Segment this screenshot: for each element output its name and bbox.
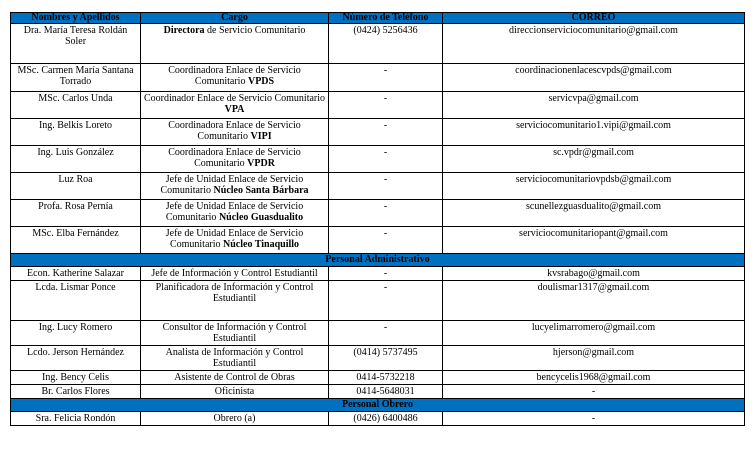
cell-phone: -: [329, 64, 443, 92]
table-row: [11, 119, 745, 146]
cell-email: -: [443, 385, 745, 399]
table-row: [11, 146, 745, 173]
table-row: [11, 200, 745, 227]
table-row: [11, 321, 745, 346]
cell-cargo: Consultor de Información y Control Estudiantil: [141, 321, 329, 346]
cell-email: kvsrabago@gmail.com: [443, 267, 745, 281]
cell-name: Lcdo. Jerson Hernández: [11, 346, 141, 371]
cargo-text: Coordinadora Enlace de Servicio Comunitario: [168, 120, 301, 142]
cell-email: bencycelis1968@gmail.com: [443, 371, 745, 385]
cell-name: Lcda. Lismar Ponce: [11, 281, 141, 321]
cell-cargo: [141, 200, 329, 227]
table-row: [11, 412, 745, 426]
directory-table: [10, 12, 745, 426]
cell-name: MSc. Carmen María Santana Torrado: [11, 64, 141, 92]
section-title: Personal Administrativo: [11, 254, 745, 267]
cargo-text: Coordinadora Enlace de Servicio Comunitario: [168, 147, 301, 169]
cell-cargo: Oficinista: [141, 385, 329, 399]
section-row-obrero: [11, 399, 745, 412]
cargo-bold: VPDR: [247, 158, 275, 169]
cell-cargo: [141, 146, 329, 173]
cell-cargo: Obrero (a): [141, 412, 329, 426]
section-row-admin: [11, 254, 745, 267]
header-email: CORREO: [443, 13, 745, 24]
cell-name: Br. Carlos Flores: [11, 385, 141, 399]
cell-phone: (0426) 6400486: [329, 412, 443, 426]
cell-phone: (0424) 5256436: [329, 24, 443, 64]
table-row: [11, 385, 745, 399]
cell-name: Ing. Luis González: [11, 146, 141, 173]
cargo-bold: Núcleo Santa Bárbara: [213, 185, 309, 196]
cargo-bold: Núcleo Guasdualito: [218, 212, 304, 223]
cell-email: lucyelimarromero@gmail.com: [443, 321, 745, 346]
cell-name: Econ. Katherine Salazar: [11, 267, 141, 281]
table-row: [11, 92, 745, 119]
cell-name: MSc. Elba Fernández: [11, 227, 141, 254]
cell-name: Dra. María Teresa Roldán Soler: [11, 24, 141, 64]
cargo-bold: VPDS: [247, 76, 275, 87]
cell-email: serviciocomunitariopant@gmail.com: [443, 227, 745, 254]
cell-phone: -: [329, 92, 443, 119]
header-cargo: Cargo: [141, 13, 329, 24]
cell-email: coordinacionenlacescvpds@gmail.com: [443, 64, 745, 92]
cargo-text: Coordinador Enlace de Servicio Comunitario: [143, 93, 326, 104]
cell-email: doulismar1317@gmail.com: [443, 281, 745, 321]
cell-phone: -: [329, 227, 443, 254]
table-row: [11, 267, 745, 281]
cell-email: direccionserviciocomunitario@gmail.com: [443, 24, 745, 64]
cell-cargo: [141, 92, 329, 119]
cell-cargo: [141, 227, 329, 254]
header-row: [11, 13, 745, 24]
cell-cargo: [141, 173, 329, 200]
cell-name: Ing. Lucy Romero: [11, 321, 141, 346]
cargo-text: de Servicio Comunitario: [204, 25, 306, 36]
cell-email: sc.vpdr@gmail.com: [443, 146, 745, 173]
cargo-bold: VPA: [224, 104, 245, 115]
cell-email: serviciocomunitariovpdsb@gmail.com: [443, 173, 745, 200]
cell-name: Sra. Felicia Rondón: [11, 412, 141, 426]
cargo-bold: Directora: [163, 25, 205, 36]
table-row: [11, 371, 745, 385]
cell-name: Profa. Rosa Pernía: [11, 200, 141, 227]
cell-cargo: Planificadora de Información y Control Estudiantil: [141, 281, 329, 321]
table-row: [11, 227, 745, 254]
cell-phone: -: [329, 321, 443, 346]
header-name: Nombres y Apellidos: [11, 13, 141, 24]
cell-email: hjerson@gmail.com: [443, 346, 745, 371]
cell-phone: 0414-5732218: [329, 371, 443, 385]
cell-email: serviciocomunitario1.vipi@gmail.com: [443, 119, 745, 146]
cell-phone: -: [329, 146, 443, 173]
table-row: [11, 173, 745, 200]
cell-phone: -: [329, 281, 443, 321]
cell-phone: -: [329, 200, 443, 227]
table-row: [11, 281, 745, 321]
cell-email: servicvpa@gmail.com: [443, 92, 745, 119]
table-row: [11, 346, 745, 371]
cell-email: scunellezguasdualito@gmail.com: [443, 200, 745, 227]
cell-name: Ing. Bency Celis: [11, 371, 141, 385]
cargo-text: Jefe de Unidad Enlace de Servicio Comunitario: [165, 228, 304, 250]
cell-phone: -: [329, 119, 443, 146]
cargo-text: Coordinadora Enlace de Servicio Comunitario: [168, 65, 301, 87]
cell-phone: -: [329, 267, 443, 281]
cell-cargo: Analista de Información y Control Estudiantil: [141, 346, 329, 371]
cargo-bold: Núcleo Tinaquillo: [223, 239, 300, 250]
table-row: [11, 24, 745, 64]
cell-cargo: Jefe de Información y Control Estudiantil: [141, 267, 329, 281]
cell-phone: 0414-5648031: [329, 385, 443, 399]
cargo-text: Jefe de Unidad Enlace de Servicio Comunitario: [165, 201, 304, 223]
cell-cargo: [141, 119, 329, 146]
cargo-text: Jefe de Unidad Enlace de Servicio Comunitario: [160, 174, 304, 196]
cell-name: Luz Roa: [11, 173, 141, 200]
cell-phone: -: [329, 173, 443, 200]
table-row: [11, 64, 745, 92]
cargo-bold: VIPI: [250, 131, 272, 142]
cell-cargo: [141, 64, 329, 92]
section-title: Personal Obrero: [11, 399, 745, 412]
header-phone: Número de Teléfono: [329, 13, 443, 24]
cell-phone: (0414) 5737495: [329, 346, 443, 371]
cell-email: -: [443, 412, 745, 426]
cell-cargo: [141, 24, 329, 64]
cell-name: Ing. Belkis Loreto: [11, 119, 141, 146]
cell-cargo: Asistente de Control de Obras: [141, 371, 329, 385]
cell-name: MSc. Carlos Unda: [11, 92, 141, 119]
